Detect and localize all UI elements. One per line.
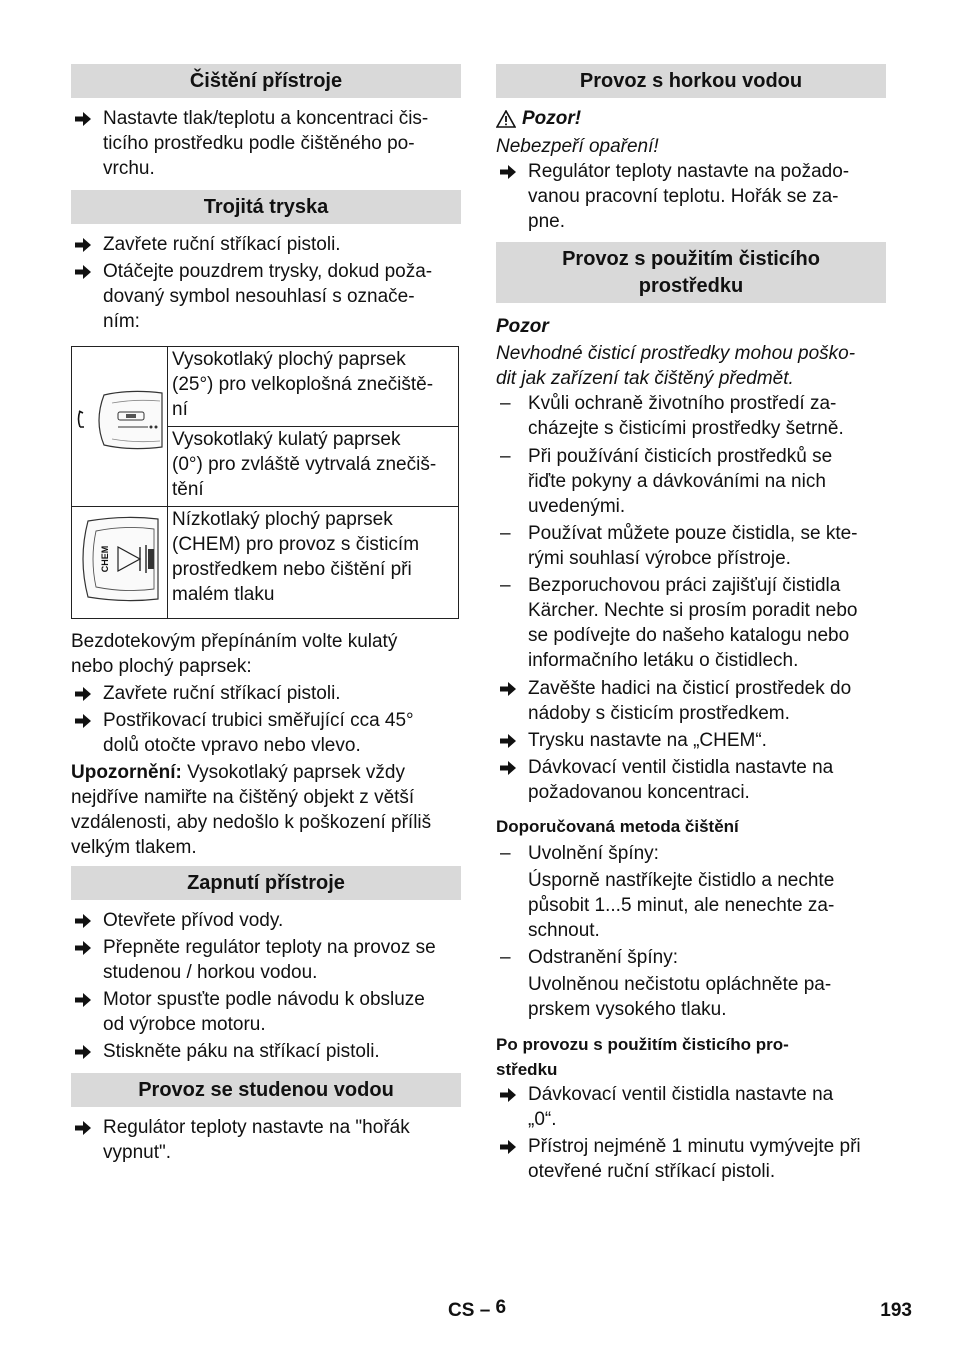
note-label: Upozornění: xyxy=(71,762,182,783)
section-heading-switch-on: Zapnutí přístroje xyxy=(71,866,461,900)
arrow-icon xyxy=(75,681,95,706)
instruction-item: Trysku nastavte na „CHEM“. xyxy=(496,728,886,753)
instruction-item: Dávkovací ventil čistidla nastavte na požadovanou koncentraci. xyxy=(496,755,886,805)
nozzle-row-round-high: Vysokotlaký kulatý paprsek (0°) pro zvláště vytrvalá znečiš- tění xyxy=(168,427,459,507)
dash-bullet: – xyxy=(500,446,511,467)
note-paragraph: Upozornění: Vysokotlaký paprsek vždy nejdříve namiřte na čištěný objekt z větší vzdálenosti, aby nedošlo k poškození příliš velkým tlakem. xyxy=(71,762,432,858)
section-heading-detergent: Provoz s použitím čisticího prostředku xyxy=(496,242,886,303)
nozzle-row-chem: Nízkotlaký plochý paprsek (CHEM) pro provoz s čisticím prostředkem nebo čištění při malém tlaku xyxy=(168,507,459,619)
arrow-icon xyxy=(75,1039,95,1064)
instruction-item: Přepněte regulátor teploty na provoz se studenou / horkou vodou. xyxy=(71,935,461,985)
left-column xyxy=(71,64,461,1165)
arrow-icon xyxy=(75,232,95,257)
instruction-item: Regulátor teploty nastavte na "hořák vypnut". xyxy=(71,1115,461,1165)
section-heading-hot-water: Provoz s horkou vodou xyxy=(496,64,886,98)
dash-bullet: – xyxy=(500,843,511,864)
caution-text: Nevhodné čisticí prostředky mohou poško- dit jak zařízení tak čištěný předmět. xyxy=(496,343,856,389)
instruction-item: Otáčejte pouzdrem trysky, dokud poža- dovaný symbol nesouhlasí s označe- ním: xyxy=(71,259,461,334)
arrow-icon xyxy=(500,159,520,184)
list-item: – Kvůli ochraně životního prostředí za- cházejte s čisticími prostředky šetrně. xyxy=(500,393,844,439)
footer-section-label: CS – 6 xyxy=(448,1297,507,1321)
nozzle-highpressure-image xyxy=(72,347,168,507)
caution-label: Pozor xyxy=(496,316,549,337)
list-item-detail: Úsporně nastříkejte čistidlo a nechte působit 1...5 minut, ale nenechte za- schnout. xyxy=(528,870,835,941)
instruction-item: Postřikovací trubici směřující cca 45° dolů otočte vpravo nebo vlevo. xyxy=(71,708,461,758)
warning-text: Nebezpeří opaření! xyxy=(496,136,659,157)
arrow-icon xyxy=(75,908,95,933)
instruction-item: Zavěšte hadici na čisticí prostředek do nádoby s čisticím prostředkem. xyxy=(496,676,886,726)
instruction-item: Nastavte tlak/teplotu a koncentraci čis- ticího prostředku podle čištěného po- vrchu. xyxy=(71,106,461,181)
list-item-detail: Uvolněnou nečistotu opláchněte pa- prskem vysokého tlaku. xyxy=(528,974,832,1020)
instruction-item: Stiskněte páku na stříkací pistoli. xyxy=(71,1039,461,1064)
instruction-item: Přístroj nejméně 1 minutu vymývejte při otevřené ruční stříkací pistoli. xyxy=(496,1134,886,1184)
dash-bullet: – xyxy=(500,947,511,968)
instruction-item: Regulátor teploty nastavte na požado- vanou pracovní teplotu. Hořák se za- pne. xyxy=(496,159,886,234)
list-item: – Uvolnění špíny: xyxy=(500,843,659,864)
section-heading-triple-nozzle: Trojitá tryska xyxy=(71,190,461,224)
dash-bullet: – xyxy=(500,575,511,596)
arrow-icon xyxy=(500,755,520,780)
dash-bullet: – xyxy=(500,523,511,544)
warning-label: Pozor! xyxy=(522,108,582,129)
arrow-icon xyxy=(75,987,95,1012)
arrow-icon xyxy=(500,728,520,753)
warning-triangle-icon xyxy=(496,110,522,128)
section-heading-cold-water: Provoz se studenou vodou xyxy=(71,1073,461,1107)
warning-line xyxy=(496,106,886,131)
nozzle-table xyxy=(71,346,459,619)
list-item: – Používat můžete pouze čistidla, se kte- rými souhlasí výrobce přístroje. xyxy=(500,523,858,569)
arrow-icon xyxy=(75,1115,95,1140)
arrow-icon xyxy=(500,1134,520,1159)
chem-label: CHEM xyxy=(99,545,110,573)
instruction-item: Dávkovací ventil čistidla nastavte na „0“. xyxy=(496,1082,886,1132)
instruction-item: Zavřete ruční stříkací pistoli. xyxy=(71,232,461,257)
instruction-item: Zavřete ruční stříkací pistoli. xyxy=(71,681,461,706)
arrow-icon xyxy=(75,935,95,960)
arrow-icon xyxy=(75,106,95,131)
dash-bullet: – xyxy=(500,393,511,414)
list-item: – Při používání čisticích prostředků se řiďte pokyny a dávkováními na nich uvedenými. xyxy=(500,446,833,517)
instruction-item: Motor spusťte podle návodu k obsluze od výrobce motoru. xyxy=(71,987,461,1037)
instruction-item: Otevřete přívod vody. xyxy=(71,908,461,933)
right-column xyxy=(496,64,886,1184)
subheading-after: Po provozu s použitím čisticího pro- středku xyxy=(496,1035,789,1079)
subheading-recommended: Doporučovaná metoda čištění xyxy=(496,817,739,836)
nozzle-row-flat-high: Vysokotlaký plochý paprsek (25°) pro velkoplošná znečiště- ní xyxy=(168,347,459,427)
nozzle-chem-image xyxy=(72,507,168,619)
switch-paragraph: Bezdotekovým přepínáním volte kulatý nebo plochý paprsek: xyxy=(71,631,398,677)
section-heading-cleaning: Čištění přístroje xyxy=(71,64,461,98)
arrow-icon xyxy=(75,708,95,733)
page-number: 193 xyxy=(880,1300,912,1321)
arrow-icon xyxy=(500,676,520,701)
arrow-icon xyxy=(500,1082,520,1107)
list-item: – Odstranění špíny: xyxy=(500,947,678,968)
list-item: – Bezporuchovou práci zajišťují čistidla Kärcher. Nechte si prosím poradit nebo se podívejte do našeho katalogu nebo informačního letáku o čistidlech. xyxy=(500,575,858,671)
arrow-icon xyxy=(75,259,95,284)
